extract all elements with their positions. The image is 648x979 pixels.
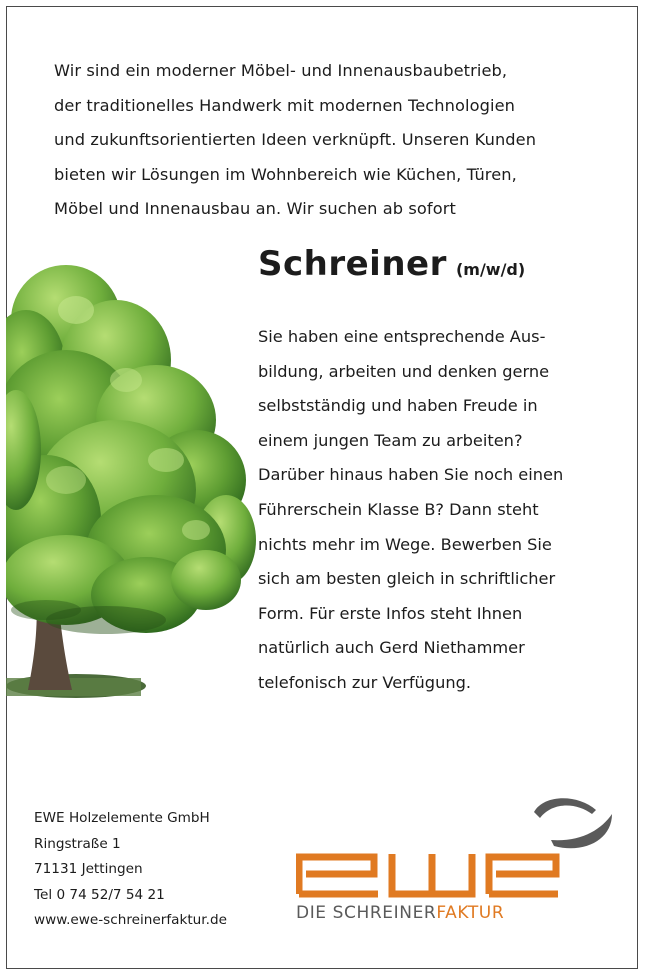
intro-line: der traditionelles Handwerk mit modernen Technologien [54,95,515,115]
job-title [258,244,525,284]
job-title-suffix: (m/w/d) [455,260,526,279]
description-line: bildung, arbeiten und denken gerne [258,361,550,381]
intro-line: Wir sind ein moderner Möbel- und Innenausbaubetrieb, [54,61,508,80]
description-line: Führerschein Klasse B? Dann steht [258,499,539,519]
tagline-part1: DIE SCHREINER [296,903,437,923]
job-description [258,320,628,701]
description-line: nichts mehr im Wege. Bewerben Sie [258,534,552,554]
swoosh-icon [534,798,596,818]
tree-illustration [6,250,256,702]
company-name: EWE Holzelemente GmbH [34,810,210,826]
description-line: Darüber hinaus haben Sie noch einen [258,465,564,485]
street-address: Ringstraße 1 [34,835,121,852]
swoosh-icon [551,814,612,848]
logo-tagline [296,903,504,923]
intro-line: Möbel und Innenausbau an. Wir suchen ab sofort [54,199,456,218]
phone-number: Tel 0 74 52/7 54 21 [34,886,165,903]
description-line: natürlich auch Gerd Niethammer [258,638,525,658]
job-title-main: Schreiner [258,244,447,284]
description-line: Form. Für erste Infos steht Ihnen [258,603,523,623]
city-address: 71131 Jettingen [34,861,143,877]
description-line: sich am besten gleich in schriftlicher [258,569,556,589]
tagline-part2: FAKTUR [436,903,505,923]
intro-paragraph [54,54,619,227]
intro-line: bieten wir Lösungen im Wohnbereich wie Küchen, Türen, [54,164,517,184]
description-line: Sie haben eine entsprechende Aus- [258,327,546,346]
description-line: selbstständig und haben Freude in [258,396,538,416]
description-line: telefonisch zur Verfügung. [258,672,472,692]
contact-block [34,806,227,934]
intro-line: und zukunftsorientierten Ideen verknüpft. Unseren Kunden [54,130,537,149]
description-line: einem jungen Team zu arbeiten? [258,430,523,450]
website-link[interactable]: www.ewe-schreinerfaktur.de [34,912,227,928]
